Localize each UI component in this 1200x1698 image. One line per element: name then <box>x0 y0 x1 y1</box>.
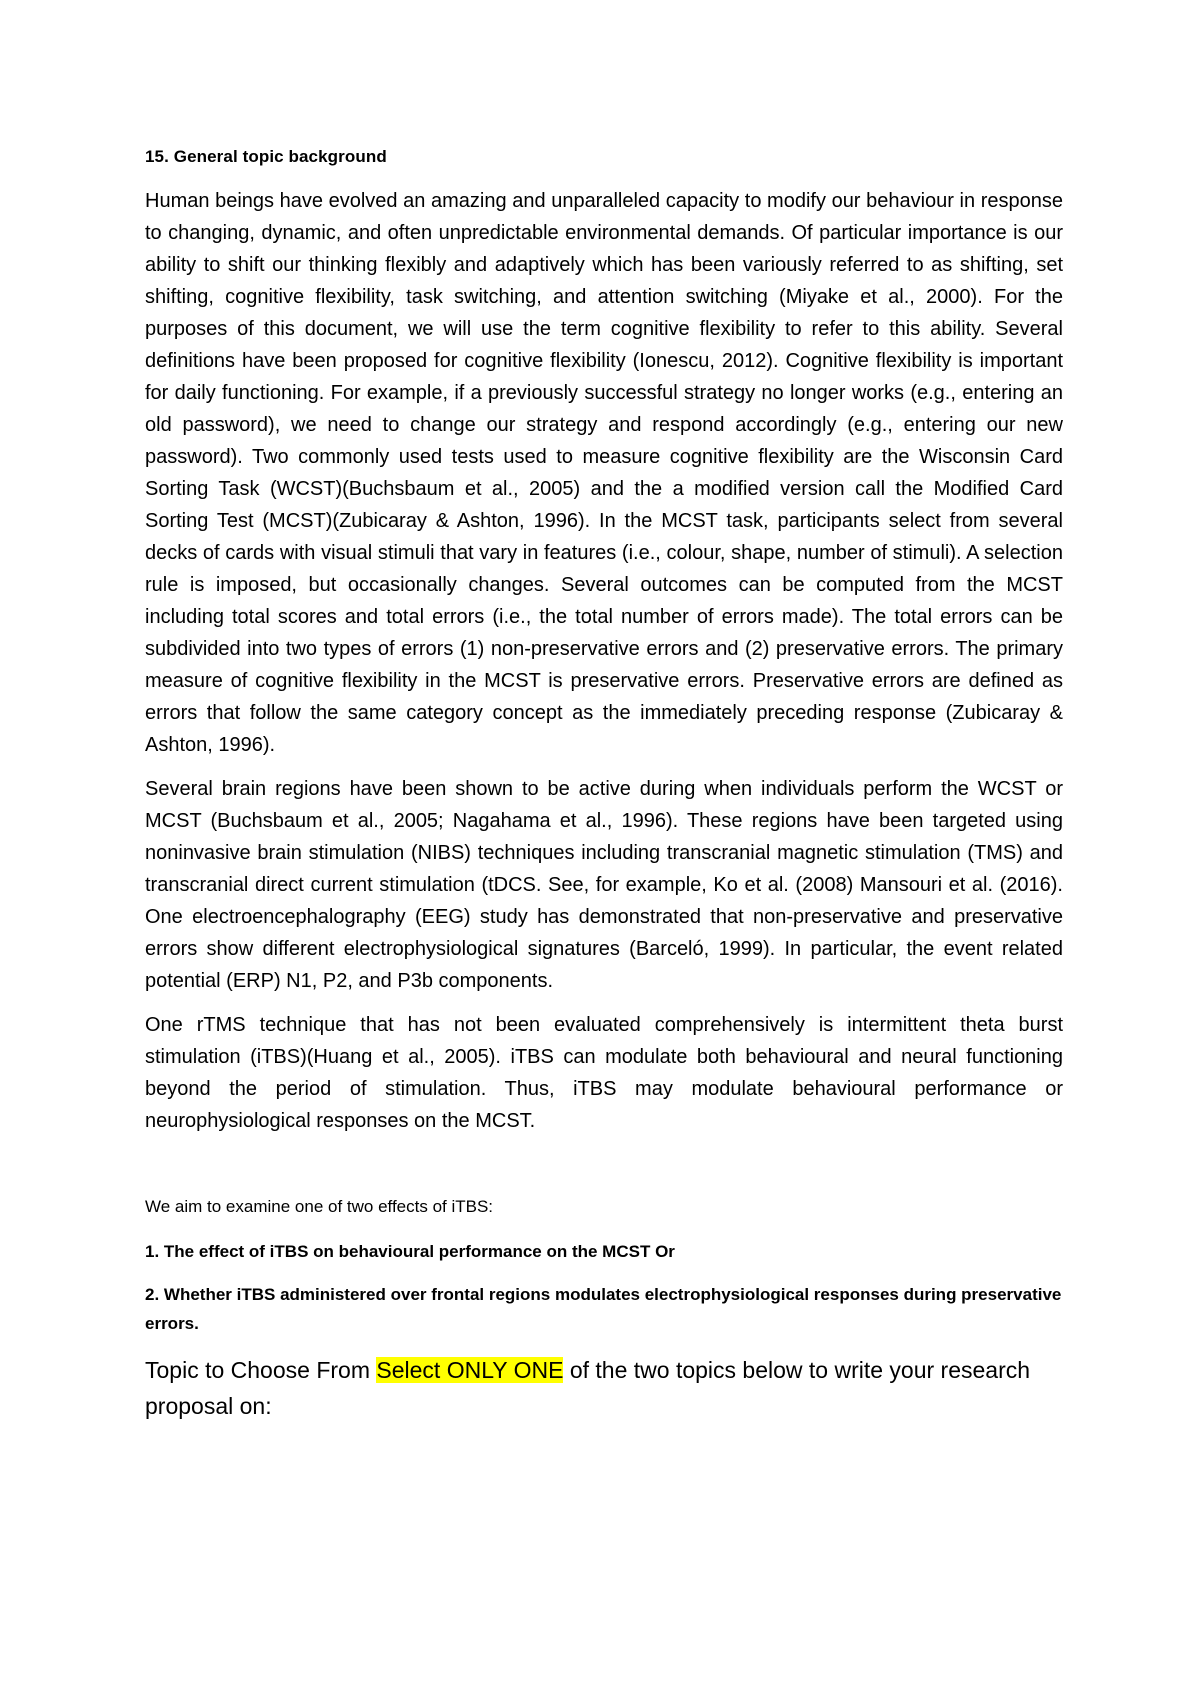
spacer <box>145 1149 1063 1197</box>
aim-item-2: 2. Whether iTBS administered over frontal regions modulates electrophysiological responses during preservative errors. <box>145 1285 1062 1333</box>
aim-item-1: 1. The effect of iTBS on behavioural performance on the MCST Or <box>145 1242 675 1261</box>
aim-intro: We aim to examine one of two effects of iTBS: <box>145 1197 494 1216</box>
paragraph-itbs: One rTMS technique that has not been evaluated comprehensively is intermittent theta burst stimulation (iTBS)(Huang et al., 2005). iTBS can modulate both behavioural and neural functioning beyond the period of stimulation. Thus, iTBS may modulate behavioural performance or neurophysiological responses on the MCST. <box>145 1014 1063 1132</box>
topic-highlight: Select ONLY ONE <box>376 1357 564 1383</box>
paragraph-cognitive-flexibility: Human beings have evolved an amazing and unparalleled capacity to modify our behaviour in response to changing, dynamic, and often unpredictable environmental demands. Of particular importance is our ability to shift our thinking flexibly and adaptively which has been variously referred to as shifting, set shifting, cognitive flexibility, task switching, and attention switching (Miyake et al., 2000). For the purposes of this document, we will use the term cognitive flexibility to refer to this ability. Several definitions have been proposed for cognitive flexibility (Ionescu, 2012). Cognitive flexibility is important for daily functioning. For example, if a previously successful strategy no longer works (e.g., entering an old password), we need to change our strategy and respond accordingly (e.g., entering our new password). Two commonly used tests used to measure cognitive flexibility are the Wisconsin Card Sorting Task (WCST)(Buchsbaum et al., 2005) and the a modified version call the Modified Card Sorting Test (MCST)(Zubicaray & Ashton, 1996). In the MCST task, participants select from several decks of cards with visual stimuli that vary in features (i.e., colour, shape, number of stimuli). A selection rule is imposed, but occasionally changes. Several outcomes can be computed from the MCST including total scores and total errors (i.e., the total number of errors made). The total errors can be subdivided into two types of errors (1) non-preservative errors and (2) preservative errors. The primary measure of cognitive flexibility in the MCST is preservative errors. Preservative errors are defined as errors that follow the same category concept as the immediately preceding response (Zubicaray & Ashton, 1996). <box>145 190 1063 756</box>
paragraph-brain-regions: Several brain regions have been shown to be active during when individuals perform the WCST or MCST (Buchsbaum et al., 2005; Nagahama et al., 1996). These regions have been targeted using noninvasive brain stimulation (NIBS) techniques including transcranial magnetic stimulation (TMS) and transcranial direct current stimulation (tDCS. See, for example, Ko et al. (2008) Mansouri et al. (2016). One electroencephalography (EEG) study has demonstrated that non-preservative and preservative errors show different electrophysiological signatures (Barceló, 1999). In particular, the event related potential (ERP) N1, P2, and P3b components. <box>145 778 1063 992</box>
topic-instruction <box>145 1352 1063 1424</box>
section-heading: 15. General topic background <box>145 147 387 166</box>
topic-prefix: Topic to Choose From <box>145 1357 377 1383</box>
document-body <box>145 147 1063 1424</box>
topic-suffix: of the two topics below to write your research proposal on: <box>145 1357 1031 1419</box>
